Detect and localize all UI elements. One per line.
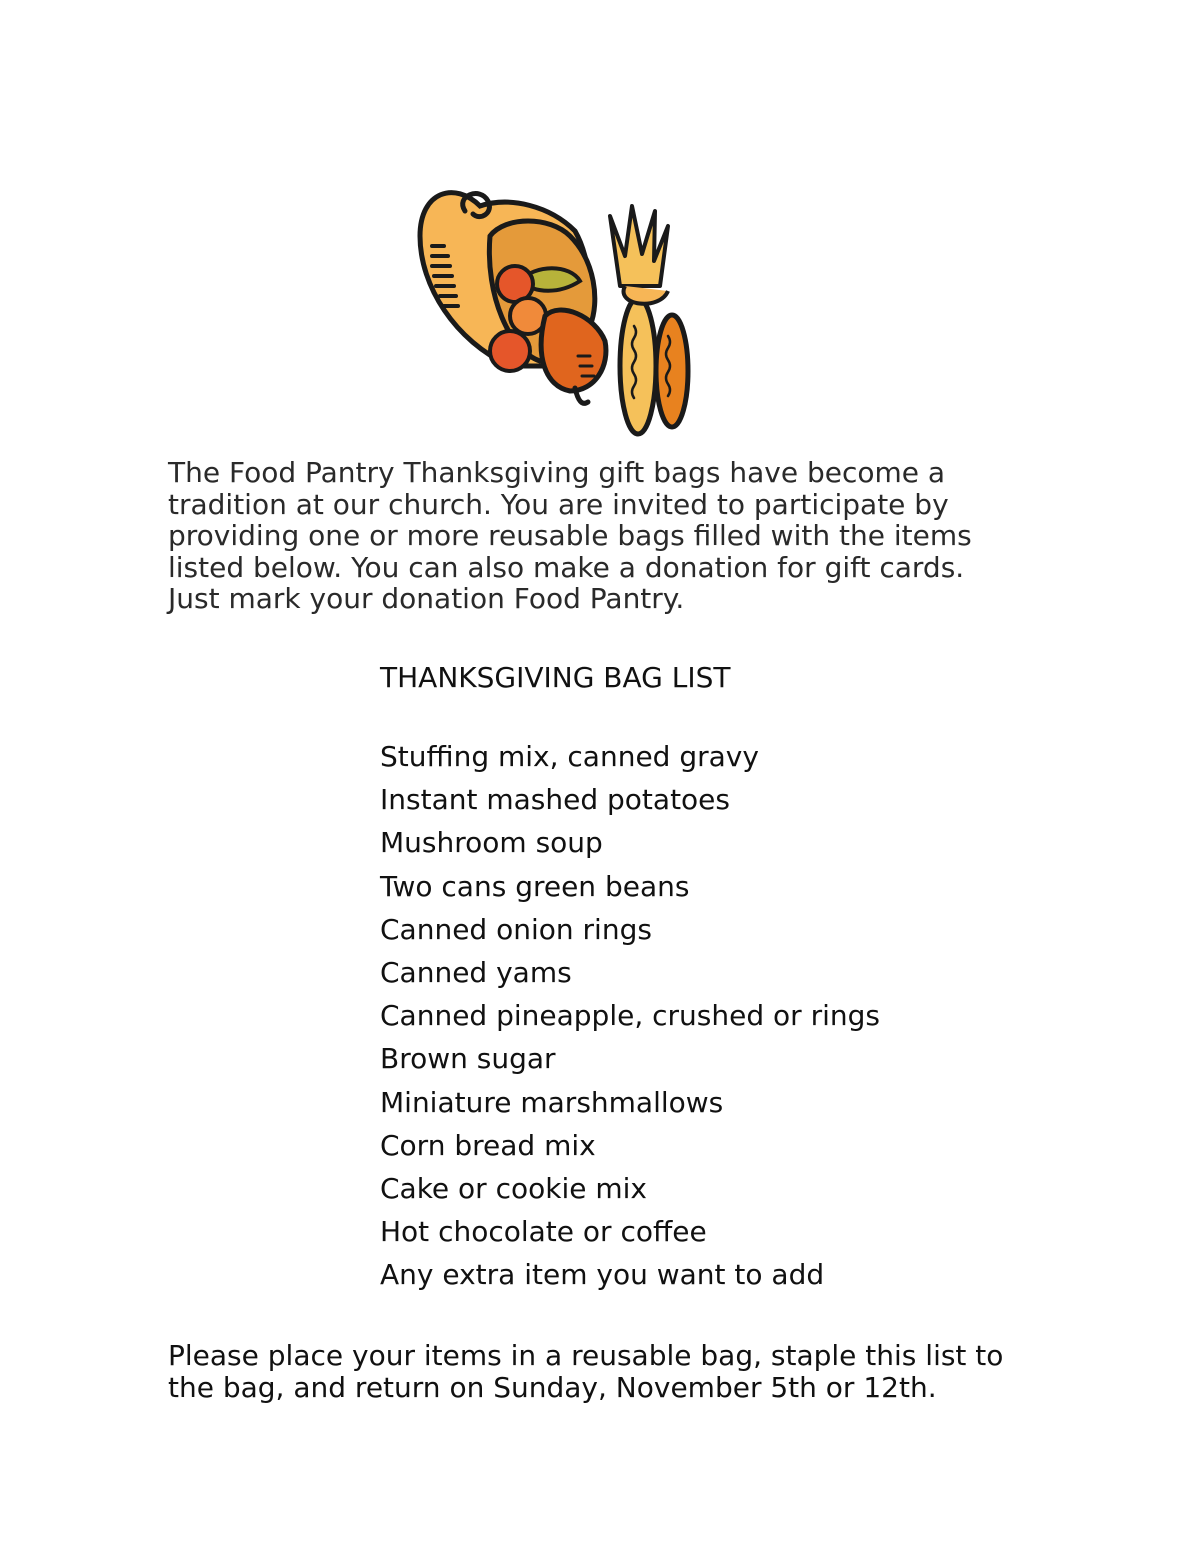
list-title: THANKSGIVING BAG LIST xyxy=(380,661,731,694)
list-item: Instant mashed potatoes xyxy=(380,783,730,817)
list-item: Cake or cookie mix xyxy=(380,1172,647,1206)
corn-cob-left xyxy=(620,298,656,434)
closing-paragraph: Please place your items in a reusable bag, staple this list to the bag, and return on Sunday, November 5th or 12th. xyxy=(168,1339,1004,1404)
cornucopia-clipart-icon xyxy=(410,176,700,446)
intro-paragraph: The Food Pantry Thanksgiving gift bags have become a tradition at our church. You are invited to participate by providing one or more reusable bags filled with the items listed below. You can also make a donation for gift cards. Just mark your donation Food Pantry. xyxy=(168,456,972,615)
list-item: Canned onion rings xyxy=(380,912,652,946)
corn-cob-right xyxy=(656,315,688,427)
list-item: Miniature marshmallows xyxy=(380,1085,724,1119)
bag-item-list xyxy=(380,735,880,1297)
list-item: Stuffing mix, canned gravy xyxy=(380,740,759,773)
list-item: Hot chocolate or coffee xyxy=(380,1215,707,1249)
list-item: Brown sugar xyxy=(380,1042,556,1076)
corn-tie xyxy=(624,286,668,304)
list-item: Any extra item you want to add xyxy=(380,1258,825,1292)
list-item: Mushroom soup xyxy=(380,826,603,860)
list-item: Canned pineapple, crushed or rings xyxy=(380,999,880,1033)
corn-husks xyxy=(610,206,668,286)
list-item: Corn bread mix xyxy=(380,1128,596,1162)
list-item: Canned yams xyxy=(380,956,572,990)
pumpkin xyxy=(541,310,606,391)
list-item: Two cans green beans xyxy=(380,869,690,903)
apple-bottom xyxy=(490,331,530,371)
